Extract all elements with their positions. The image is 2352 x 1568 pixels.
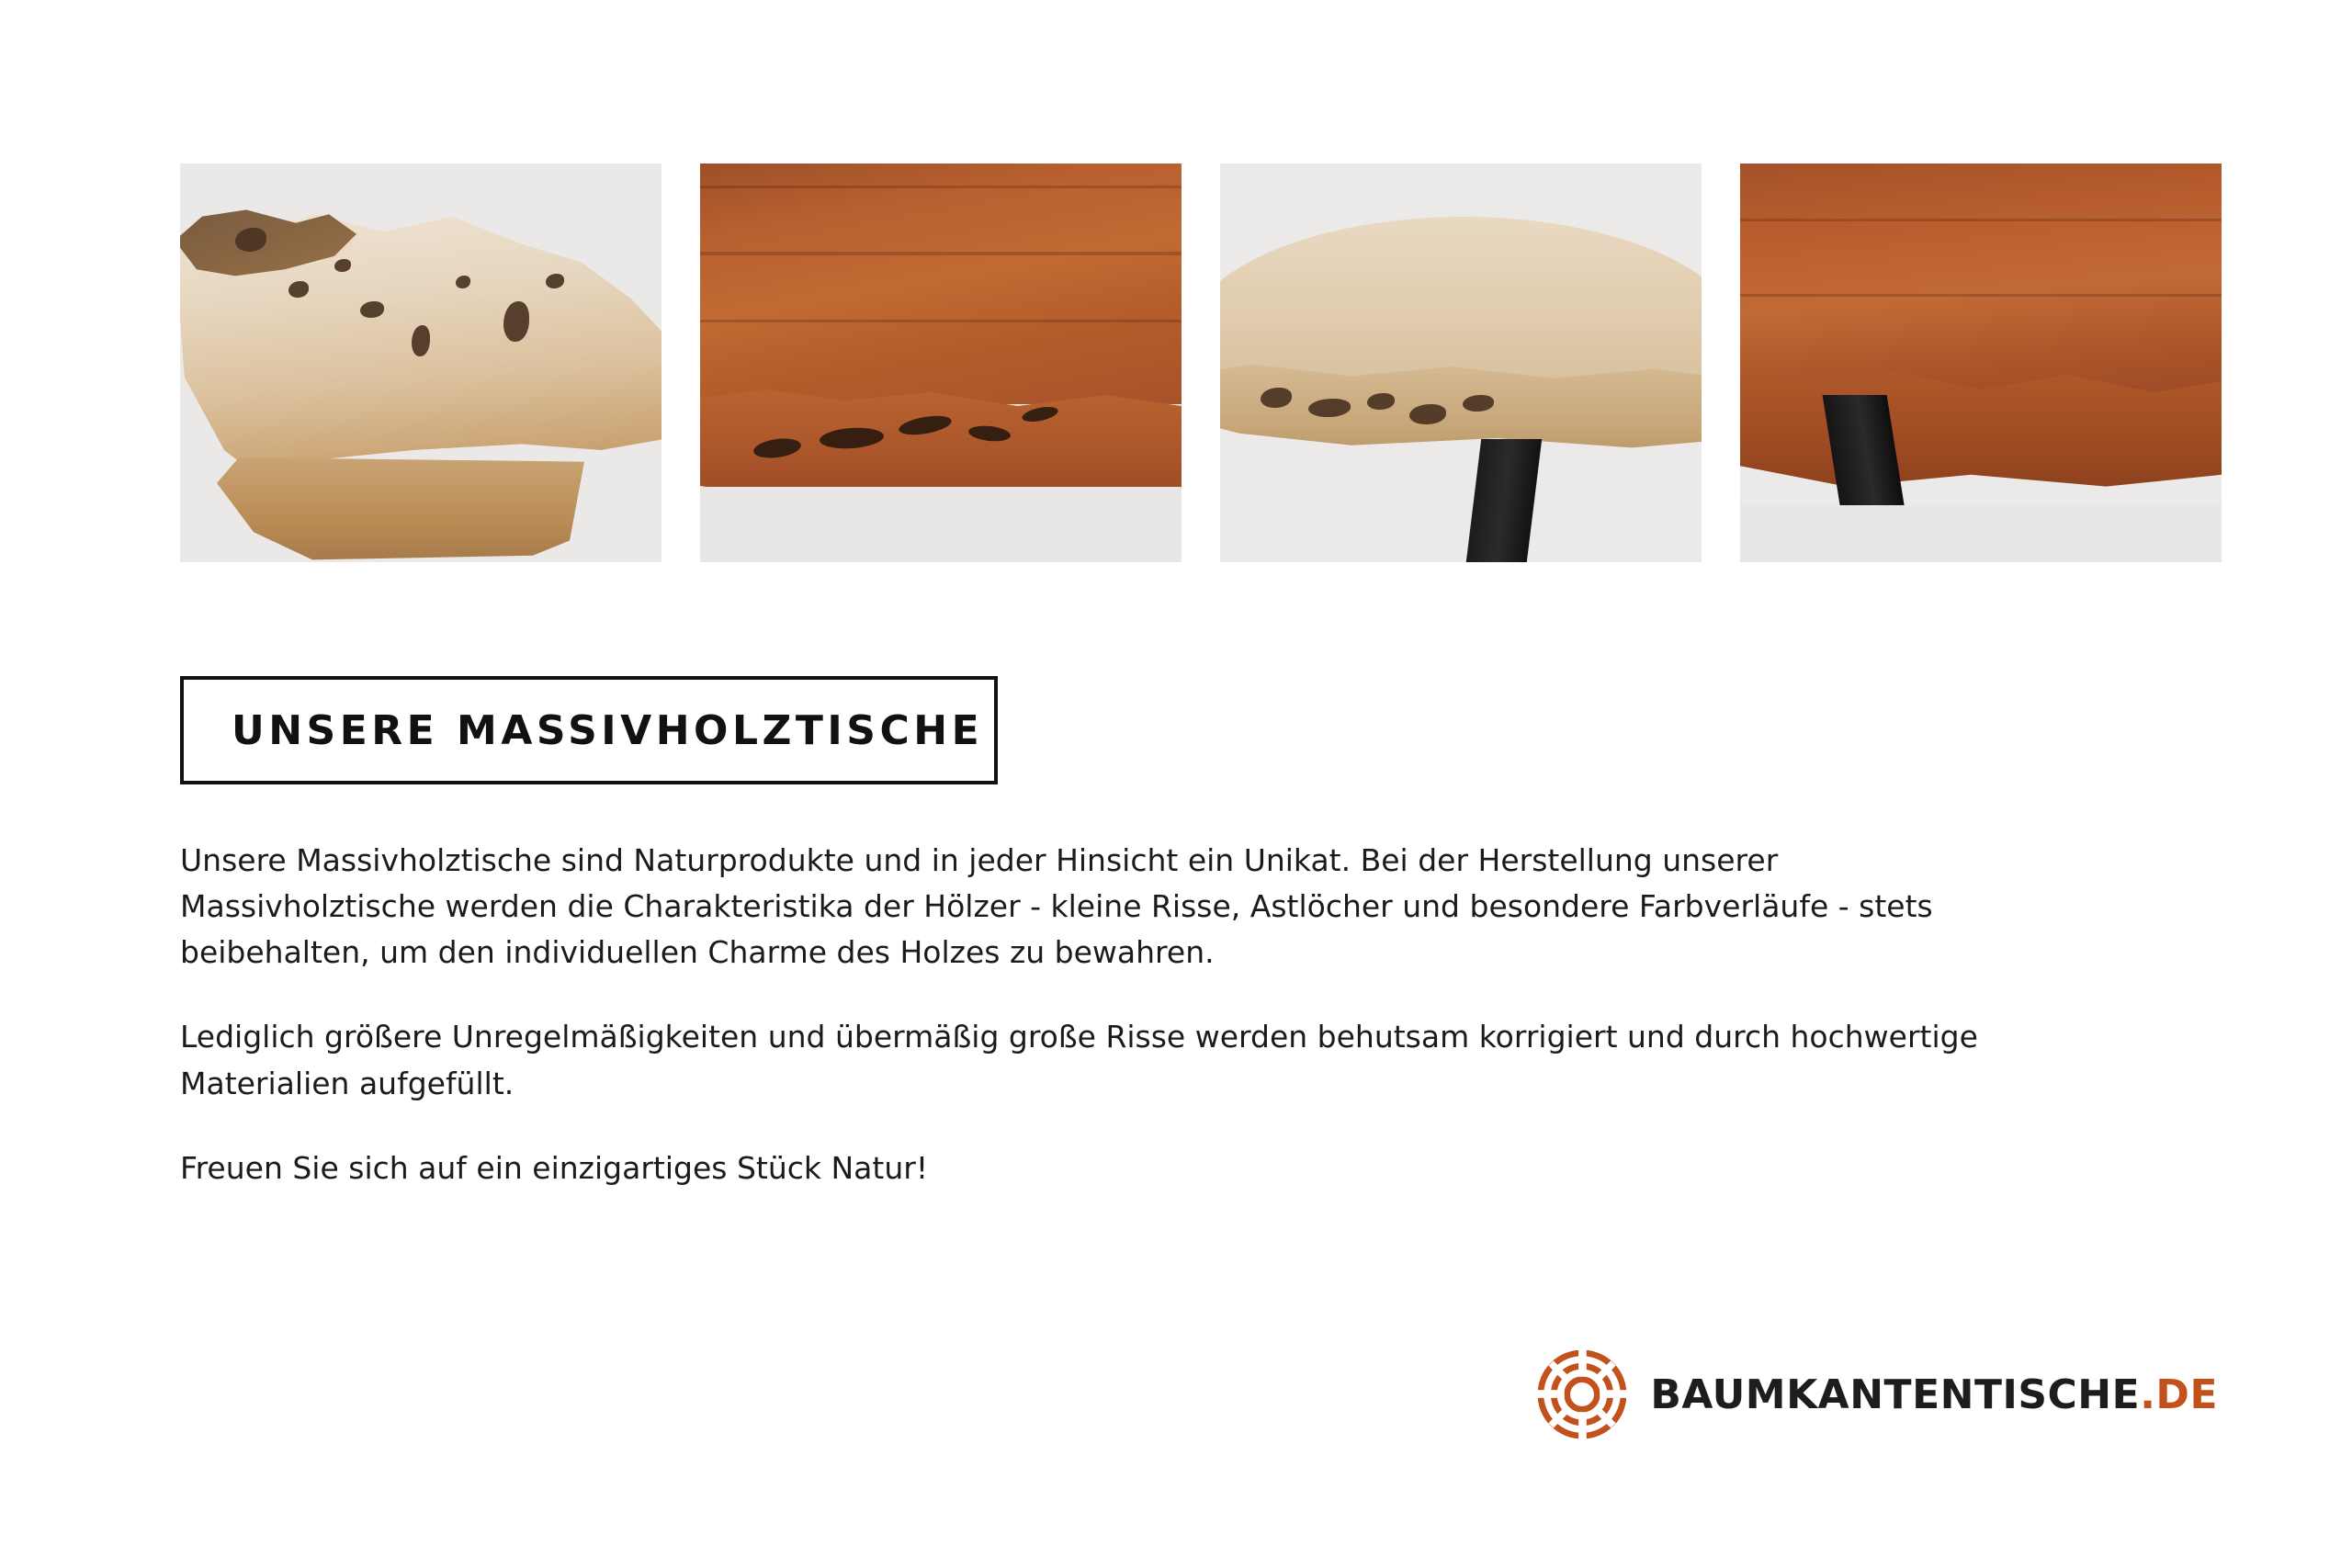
paragraph-2: Lediglich größere Unregelmäßigkeiten und übermäßig große Risse werden behutsam korrigiert und durch hochwertige Materialien aufgefüllt. (180, 1019, 1978, 1101)
wood-grain-line (700, 186, 1182, 188)
wood-grain-line (1740, 219, 2222, 221)
photo-background-lower (1740, 505, 2222, 562)
wood-grain-line (1740, 294, 2222, 297)
brand-name-tld: .DE (2140, 1371, 2218, 1418)
paragraph-3: Freuen Sie sich auf ein einzigartiges Stück Natur! (180, 1149, 929, 1186)
concentric-target-logo-icon (1538, 1350, 1626, 1438)
product-image-gallery (180, 164, 2231, 562)
paragraph-1: Unsere Massivholztische sind Naturprodukte und in jeder Hinsicht ein Unikat. Bei der Herstellung unserer Massivholztische werden die Charakteristika der Hölzer - kleine Risse, Astlöcher und besondere Farbverläufe - stets beibehalten, um den individuellen Charme des Holzes zu bewahren. (180, 842, 1933, 971)
wood-grain-line (700, 320, 1182, 322)
gallery-image-3 (1220, 164, 1702, 562)
gallery-image-2 (700, 164, 1182, 562)
brand-name-main: BAUMKANTENTISCHE (1650, 1371, 2141, 1418)
wood-grain-line (700, 252, 1182, 255)
table-top-surface (700, 164, 1182, 404)
section-headline-box (180, 676, 998, 784)
gallery-image-4 (1740, 164, 2222, 562)
photo-background-lower (700, 487, 1182, 562)
page-title: UNSERE MASSIVHOLZTISCHE (232, 706, 984, 754)
brand-name (1650, 1371, 2218, 1418)
gallery-image-1 (180, 164, 662, 562)
brand-logo (1538, 1350, 2218, 1438)
table-top-surface (1740, 164, 2222, 395)
body-copy (180, 838, 2027, 1191)
